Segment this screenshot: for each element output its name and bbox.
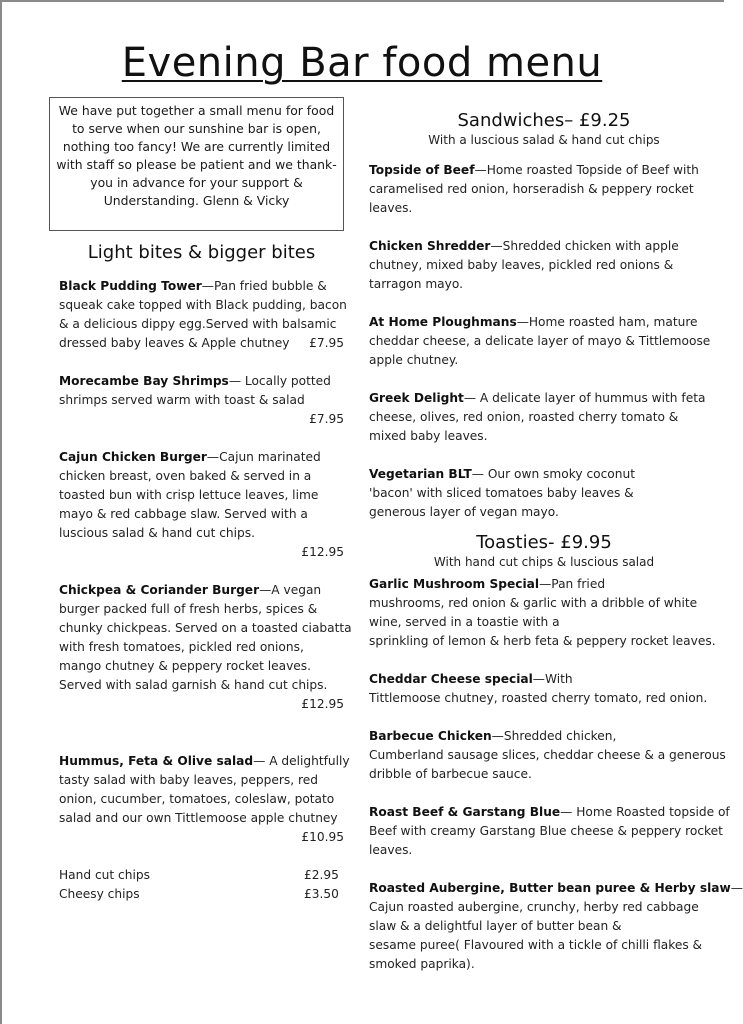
item-desc: Cajun roasted aubergine, crunchy, herby red cabbage xyxy=(369,900,699,914)
item-desc: Shredded chicken with apple xyxy=(502,239,679,253)
item-desc: Tittlemoose chutney, roasted cherry tomato, red onion. xyxy=(369,691,708,705)
item-desc: Home roasted Topside of Beef with xyxy=(486,163,699,177)
side-name: Hand cut chips xyxy=(59,868,150,882)
side-item-cheesy-chips xyxy=(59,885,344,904)
item-sep: — xyxy=(201,279,214,293)
item-name: Barbecue Chicken xyxy=(369,729,492,743)
item-desc: tasty salad with baby leaves, peppers, red xyxy=(59,773,318,787)
item-desc: smoked paprika). xyxy=(369,957,475,971)
item-desc: A delicate layer of hummus with feta xyxy=(479,391,706,405)
item-desc: chunky chickpeas. Served on a toasted ciabatta xyxy=(59,621,352,635)
item-price: £12.95 xyxy=(301,545,344,559)
item-desc: dribble of barbecue sauce. xyxy=(369,767,532,781)
item-desc: apple chutney. xyxy=(369,353,459,367)
item-desc: Served with salad garnish & hand cut chips. xyxy=(59,678,328,692)
menu-item-at-home-ploughmans xyxy=(369,313,719,370)
item-desc: cheese, olives, red onion, roasted cherry tomato & xyxy=(369,410,679,424)
item-desc: Pan fried xyxy=(551,577,606,591)
item-name: Roasted Aubergine, Butter bean puree & Herby slaw xyxy=(369,881,731,895)
menu-item-vegetarian-blt xyxy=(369,465,719,522)
light-bites-section xyxy=(59,242,352,904)
item-name: At Home Ploughmans xyxy=(369,315,517,329)
item-desc: Cajun marinated xyxy=(219,450,321,464)
item-desc: sprinkling of lemon & herb feta & peppery rocket leaves. xyxy=(369,634,716,648)
item-desc: dressed baby leaves & Apple chutney xyxy=(59,336,290,350)
intro-note-box xyxy=(49,97,344,231)
toasties-subheading: With hand cut chips & luscious salad xyxy=(433,555,655,569)
item-sep: — xyxy=(730,881,743,895)
item-desc: squeak cake topped with Black pudding, bacon xyxy=(59,298,347,312)
menu-item-morecambe-bay-shrimps xyxy=(59,372,344,429)
item-desc: With xyxy=(544,672,573,686)
item-desc: mixed baby leaves. xyxy=(369,429,488,443)
side-name: Cheesy chips xyxy=(59,887,140,901)
item-desc: mango chutney & peppery rocket leaves. xyxy=(59,659,312,673)
item-desc: luscious salad & hand cut chips. xyxy=(59,526,255,540)
item-desc: Our own smoky coconut xyxy=(487,467,635,481)
item-price: £7.95 xyxy=(309,336,344,350)
item-desc: cheddar cheese, a delicate layer of mayo & Tittlemoose xyxy=(369,334,711,348)
item-desc: 'bacon' with sliced tomatoes baby leaves & xyxy=(369,486,634,500)
item-sep: — xyxy=(259,583,272,597)
item-sep: — xyxy=(206,450,220,464)
item-desc: Home roasted ham, mature xyxy=(528,315,698,329)
item-desc: slaw & a delightful layer of butter bean & xyxy=(369,919,622,933)
item-desc: with fresh tomatoes, pickled red onions, xyxy=(59,640,304,654)
menu-item-chickpea-coriander-burger xyxy=(59,581,352,714)
menu-item-black-pudding-tower xyxy=(59,277,347,353)
side-price: £3.50 xyxy=(304,887,339,901)
item-sep: — xyxy=(490,239,503,253)
item-desc: toasted bun with crisp lettuce leaves, lime xyxy=(59,488,319,502)
item-desc: mushrooms, red onion & garlic with a dribble of white xyxy=(369,596,698,610)
item-desc: & a delicious dippy egg.Served with balsamic xyxy=(59,317,337,331)
item-name: Morecambe Bay Shrimps xyxy=(59,374,229,388)
intro-line: Understanding. Glenn & Vicky xyxy=(103,193,290,208)
item-name: Vegetarian BLT xyxy=(369,467,472,481)
right-column xyxy=(369,110,743,974)
page-title: Evening Bar food menu xyxy=(121,40,603,86)
item-sep: — xyxy=(474,163,487,177)
item-sep: — xyxy=(516,315,529,329)
item-desc: leaves. xyxy=(369,843,413,857)
item-desc: mayo & red cabbage slaw. Served with a xyxy=(59,507,308,521)
item-desc: Home Roasted topside of xyxy=(576,805,730,819)
item-desc: Shredded chicken, xyxy=(503,729,617,743)
side-price: £2.95 xyxy=(304,868,339,882)
item-sep: — xyxy=(491,729,504,743)
menu-item-topside-of-beef xyxy=(369,161,719,218)
item-desc: onion, cucumber, tomatoes, coleslaw, potato xyxy=(59,792,335,806)
item-sep: — xyxy=(228,374,245,388)
item-name: Hummus, Feta & Olive salad xyxy=(59,754,254,768)
item-sep: — xyxy=(471,467,488,481)
item-desc: chutney, mixed baby leaves, pickled red onions & xyxy=(369,258,674,272)
item-desc: Beef with creamy Garstang Blue cheese & peppery rocket xyxy=(369,824,723,838)
menu-item-roast-beef-garstang-blue xyxy=(369,803,730,860)
toasties-section xyxy=(369,532,743,974)
toasties-heading: Toasties- £9.95 xyxy=(476,532,612,553)
item-desc: A delightfully xyxy=(269,754,350,768)
light-bites-heading: Light bites & bigger bites xyxy=(87,242,316,263)
item-desc: Cumberland sausage slices, cheddar cheese & a generous xyxy=(369,748,726,762)
item-desc: wine, served in a toastie with a xyxy=(369,615,560,629)
item-name: Greek Delight xyxy=(369,391,464,405)
item-desc: salad and our own Tittlemoose apple chutney xyxy=(59,811,338,825)
item-sep: — xyxy=(532,672,545,686)
item-name: Black Pudding Tower xyxy=(59,279,202,293)
menu-item-barbecue-chicken xyxy=(369,727,726,784)
menu-item-roasted-aubergine xyxy=(369,879,743,974)
menu-item-hummus-feta-olive-salad xyxy=(59,752,350,847)
item-name: Topside of Beef xyxy=(369,163,475,177)
sandwiches-section xyxy=(369,110,719,522)
item-sep: — xyxy=(253,754,270,768)
item-name: Chicken Shredder xyxy=(369,239,491,253)
item-desc: Locally potted xyxy=(244,374,331,388)
item-name: Roast Beef & Garstang Blue xyxy=(369,805,561,819)
sides-list xyxy=(59,866,344,904)
side-item-hand-cut-chips xyxy=(59,866,344,885)
menu-item-greek-delight xyxy=(369,389,719,446)
menu-item-cajun-chicken-burger xyxy=(59,448,344,562)
item-name: Cheddar Cheese special xyxy=(369,672,533,686)
item-price: £12.95 xyxy=(301,697,344,711)
item-sep: — xyxy=(463,391,480,405)
item-desc: tarragon mayo. xyxy=(369,277,463,291)
menu-item-chicken-shredder xyxy=(369,237,719,294)
menu-item-cheddar-cheese-special xyxy=(369,670,719,708)
item-name: Garlic Mushroom Special xyxy=(369,577,540,591)
item-desc: A vegan xyxy=(271,583,322,597)
item-desc: leaves. xyxy=(369,201,413,215)
item-desc: shrimps served warm with toast & salad xyxy=(59,393,305,407)
intro-line: We have put together a small menu for food xyxy=(58,103,335,118)
item-name: Chickpea & Coriander Burger xyxy=(59,583,260,597)
sandwiches-subheading: With a luscious salad & hand cut chips xyxy=(428,133,660,147)
item-desc: sesame puree( Flavoured with a tickle of chilli flakes & xyxy=(369,938,703,952)
intro-line: with staff so please be patient and we thank- xyxy=(56,157,337,172)
item-desc: chicken breast, oven baked & served in a xyxy=(59,469,312,483)
item-desc: caramelised red onion, horseradish & peppery rocket xyxy=(369,182,694,196)
intro-line: nothing too fancy! We are currently limited xyxy=(62,139,331,154)
sandwiches-heading: Sandwiches– £9.25 xyxy=(457,110,631,131)
menu-item-garlic-mushroom-special xyxy=(369,575,719,651)
item-desc: burger packed full of fresh herbs, spices & xyxy=(59,602,318,616)
item-sep: — xyxy=(560,805,577,819)
intro-line: you in advance for your support & xyxy=(90,175,303,190)
item-name: Cajun Chicken Burger xyxy=(59,450,207,464)
item-price: £7.95 xyxy=(309,412,344,426)
intro-line: to serve when our sunshine bar is open, xyxy=(72,121,321,136)
item-price: £10.95 xyxy=(301,830,344,844)
item-desc: Pan fried bubble & xyxy=(213,279,327,293)
item-sep: — xyxy=(539,577,552,591)
item-desc: generous layer of vegan mayo. xyxy=(369,505,559,519)
